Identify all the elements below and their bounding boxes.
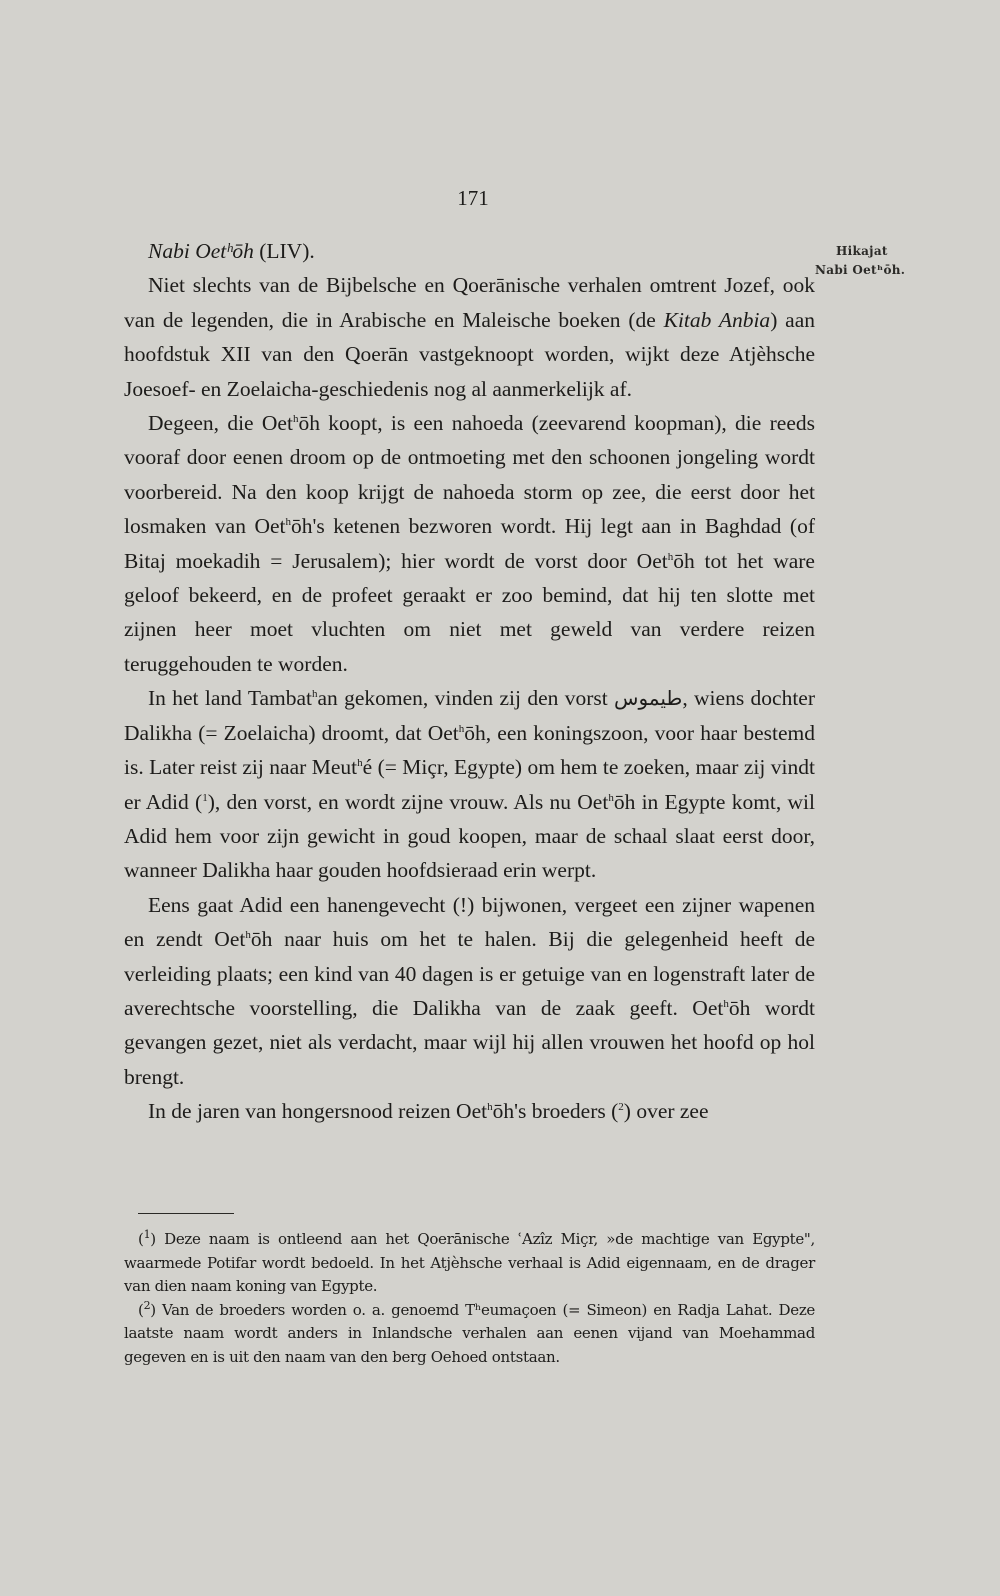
body-text (124, 234, 815, 1129)
paragraph-text: h (667, 550, 674, 563)
paragraph-text: ōh's broeders ( (492, 1099, 619, 1124)
margin-note-line2: Nabi Oetʰōh. (815, 263, 906, 277)
page-number: 171 (457, 186, 489, 210)
paragraph-text: Kitab Anbia (663, 307, 771, 332)
paragraph-text: h (311, 688, 318, 701)
section-heading-suffix: (LIV). (253, 239, 315, 263)
footnote-text: ) Deze naam is ontleend aan het Qoerānische ʿAzîz Miçr, »de machtige van Egypte", waarmede Potifar wordt bedoeld. In het Atjèhsche verhaal is Adid eigennaam, en de drager van dien naam koning van Egypte. (124, 1230, 815, 1295)
paragraph-text: ōh koopt, is een nahoeda (zeevarend koopman), die reeds vooraf door eenen droom op de ontmoeting met den schoonen jongeling wordt voorbereid. Na den koop krijgt de nahoeda storm op zee, die eerst door het losmaken van Oet (124, 411, 815, 539)
footnote-text: ) Van de broeders worden o. a. genoemd Tʰeumaçoen (= Simeon) en Radja Lahat. Deze laatste naam wordt anders in Inlandsche verhalen aan eenen vijand van Moehammad gegeven en is uit den naam van den berg Oehoed ontstaan. (124, 1300, 815, 1366)
paragraph-text: Eens gaat Adid een hanengevecht (!) bijwonen, vergeet een zijner wapenen en zendt Oet (124, 892, 815, 952)
paragraph-text: ōh in Egypte komt, wil Adid hem voor zijn gewicht in goud koopen, maar de schaal slaat eerst door, wanneer Dalikha haar gouden hoofdsieraad erin werpt. (124, 789, 815, 883)
paragraph-text: ) over zee (623, 1099, 709, 1124)
paragraph-p3 (124, 681, 815, 887)
paragraph-text: h (487, 1101, 493, 1113)
paragraph-text: é (= Miçr, Egypte) om hem te zoeken, maar zij vindt er Adid ( (124, 755, 816, 814)
paragraph-text: ōh naar huis om het te halen. Bij die gelegenheid heeft de verleiding plaats; een kind van 40 dagen is er getuige van en logenstraft later de averechtsche voorstelling, die Dalikha van de zaak geeft. Oet (124, 927, 815, 1020)
paragraph-text: 2 (618, 1101, 624, 1113)
paragraph-text: 1 (202, 791, 208, 804)
paragraph-text: Niet slechts van de Bijbelsche en Qoerānische verhalen omtrent Jozef, ook van de legenden, die in Arabische en Maleische boeken (de (124, 273, 815, 332)
paragraph-text: طيموس (614, 686, 683, 711)
paragraph-text: h (458, 722, 465, 735)
footnote-text: 1 (143, 1228, 151, 1241)
paragraphs (124, 268, 815, 1128)
footnote-fn2 (124, 1299, 815, 1370)
margin-note-line1: Hikajat (836, 244, 888, 258)
section-heading-name: Nabi Oetʰōh (148, 239, 254, 263)
paragraph-text: h (723, 997, 729, 1010)
paragraph-text: ) aan hoofdstuk XII van den Qoerān vastgeknoopt worden, wijkt deze Atjèhsche Joesoef- en Zoelaicha-geschiedenis nog al aanmerkelijk af. (124, 307, 815, 401)
footnote-text: ( (138, 1300, 144, 1319)
paragraph-p1 (124, 268, 815, 406)
paragraph-text: h (608, 791, 614, 804)
footnotes (124, 1228, 815, 1369)
paragraph-p2 (124, 406, 815, 681)
paragraph-text: ōh, een koningszoon, voor haar bestemd is. Later reist zij naar Meut (124, 720, 815, 780)
paragraph-text: ), den vorst, en wordt zijne vrouw. Als nu Oet (207, 789, 609, 814)
footnote-text: 2 (143, 1298, 151, 1312)
paragraph-text: h (285, 516, 291, 529)
paragraph-text: h (245, 928, 251, 941)
paragraph-p4 (124, 888, 815, 1094)
paragraph-text: Degeen, die Oet (148, 411, 293, 436)
footnote-rule (138, 1213, 234, 1214)
paragraph-text: In de jaren van hongersnood reizen Oet (148, 1099, 488, 1124)
footnote-text: ( (138, 1230, 144, 1248)
paragraph-text: h (357, 756, 363, 769)
paragraph-text: an gekomen, vinden zij den vorst (317, 686, 615, 711)
paragraph-text: h (292, 412, 299, 425)
paragraph-p5 (124, 1094, 815, 1128)
footnote-fn1 (124, 1228, 815, 1299)
paragraph-text: In het land Tambat (148, 686, 312, 711)
paragraph-text: ōh tot het ware geloof bekeerd, en de profeet geraakt er zoo bemind, dat hij ten slotte met zijnen heer moet vluchten om niet met geweld van verdere reizen teruggehouden te worden. (124, 548, 815, 676)
paragraph-text: , wiens dochter Dalikha (= Zoelaicha) droomt, dat Oet (124, 686, 815, 745)
paragraph-text: ōh wordt gevangen gezet, niet als verdacht, maar wijl hij allen vrouwen het hoofd op hol brengt. (124, 995, 815, 1089)
paragraph-text: ōh's ketenen bezworen wordt. Hij legt aan in Baghdad (of Bitaj moekadih = Jerusalem); hier wordt de vorst door Oet (124, 514, 815, 573)
section-heading (124, 234, 815, 268)
